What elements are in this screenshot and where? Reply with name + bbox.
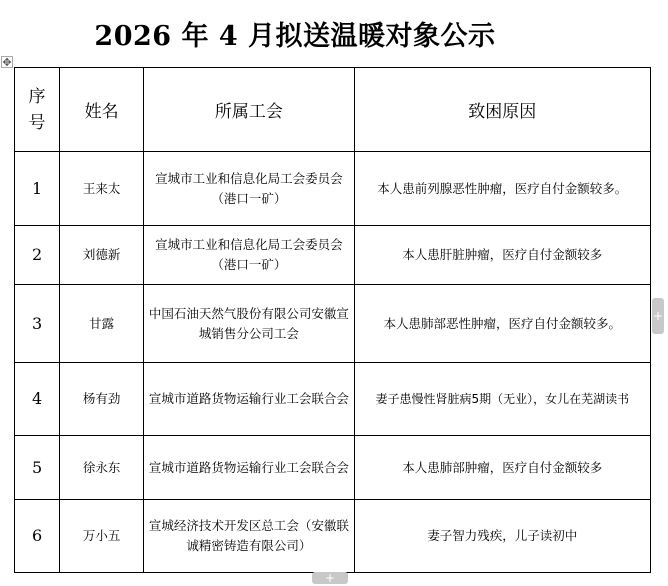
cell-reason: 妻子智力残疾，儿子读初中 [354,500,650,573]
cell-no: 5 [15,436,60,500]
cell-union: 中国石油天然气股份有限公司安徽宣城销售分公司工会 [144,285,354,363]
cell-union: 宣城市道路货物运输行业工会联合会 [144,363,354,436]
cell-reason: 本人患肺部恶性肿瘤，医疗自付金额较多。 [354,285,650,363]
cell-name: 万小五 [60,500,144,573]
add-row-plus-icon[interactable]: + [312,572,348,584]
cell-reason: 本人患肺部肿瘤，医疗自付金额较多 [354,436,650,500]
cell-name: 徐永东 [60,436,144,500]
table-row [15,226,651,285]
cell-reason: 妻子患慢性肾脏病5期（无业），女儿在芜湖读书 [354,363,650,436]
header-union: 所属工会 [144,68,354,152]
table-move-handle-icon[interactable]: ✥ [2,56,12,69]
cell-no: 2 [15,226,60,285]
cell-no: 6 [15,500,60,573]
page-title: 2026 年 4 月拟送温暖对象公示 [94,21,496,52]
cell-reason: 本人患前列腺恶性肿瘤，医疗自付金额较多。 [354,152,650,226]
cell-name: 王来太 [60,152,144,226]
table-row [15,363,651,436]
cell-union: 宣城市工业和信息化局工会委员会（港口一矿） [144,226,354,285]
cell-no: 4 [15,363,60,436]
cell-union: 宣城市工业和信息化局工会委员会（港口一矿） [144,152,354,226]
table-row [15,500,651,573]
notice-table [14,67,651,573]
cell-no: 1 [15,152,60,226]
cell-name: 刘德新 [60,226,144,285]
cell-union: 宣城市道路货物运输行业工会联合会 [144,436,354,500]
cell-union: 宣城经济技术开发区总工会（安徽联诚精密铸造有限公司） [144,500,354,573]
cell-reason: 本人患肝脏肿瘤，医疗自付金额较多 [354,226,650,285]
header-no-label: 序号 [28,86,46,133]
add-column-plus-icon[interactable]: + [652,298,664,334]
header-no [15,68,60,152]
table-row [15,152,651,226]
table-row [15,285,651,363]
cell-name: 杨有劲 [60,363,144,436]
header-reason: 致困原因 [354,68,650,152]
cell-no: 3 [15,285,60,363]
cell-name: 甘露 [60,285,144,363]
header-name: 姓名 [60,68,144,152]
table-row [15,436,651,500]
table-header-row [15,68,651,152]
